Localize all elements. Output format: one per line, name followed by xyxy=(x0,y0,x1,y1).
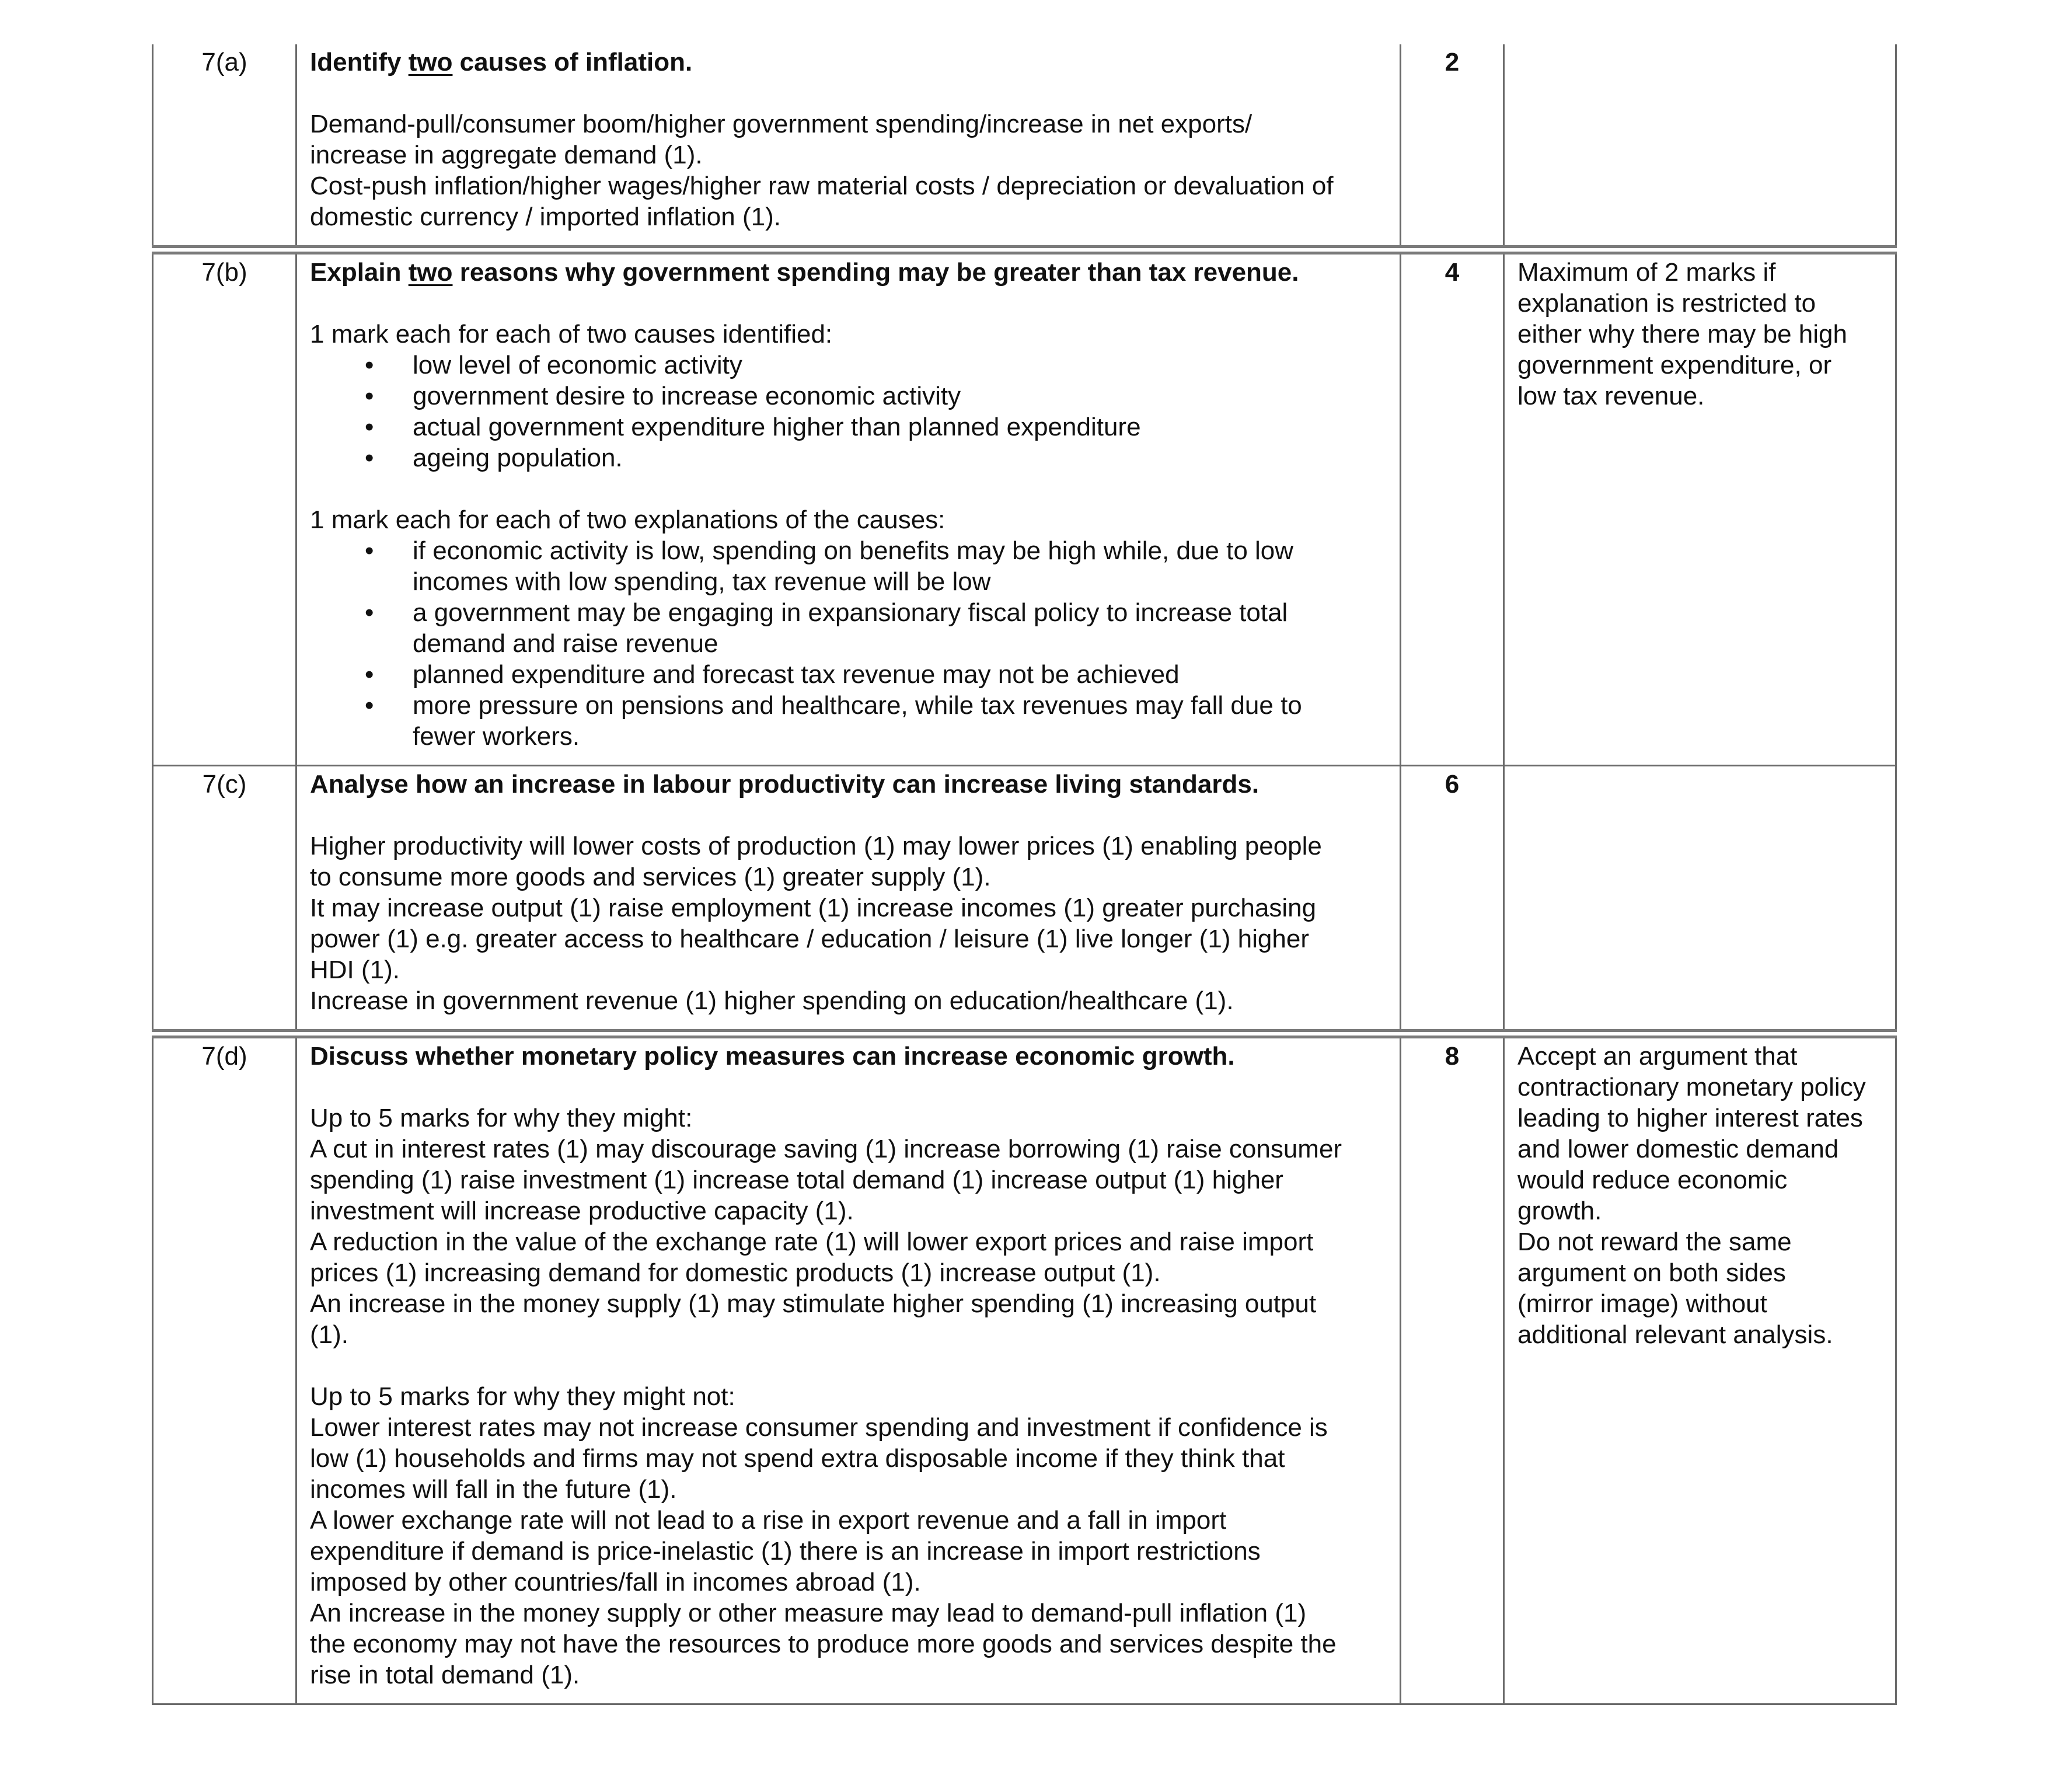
answer-line: increase in aggregate demand (1). xyxy=(310,141,703,169)
guidance-line: argument on both sides xyxy=(1517,1258,1786,1287)
list-item: • a government may be engaging in expansionary fiscal policy to increase total demand and raise revenue xyxy=(365,598,1288,658)
answer-line: the economy may not have the resources to produce more goods and services despite the xyxy=(310,1630,1337,1658)
bullet-icon: • xyxy=(365,691,374,720)
answer-line: A lower exchange rate will not lead to a rise in export revenue and a fall in import xyxy=(310,1506,1227,1535)
bullet-icon: • xyxy=(365,536,374,565)
answer-line: expenditure if demand is price-inelastic (1) there is an increase in import restrictions xyxy=(310,1537,1261,1566)
guidance-line: government expenditure, or xyxy=(1517,351,1832,379)
question-text: Analyse how an increase in labour productivity can increase living standards. xyxy=(310,770,1259,799)
guidance-line: low tax revenue. xyxy=(1517,382,1705,410)
guidance-line: would reduce economic xyxy=(1517,1166,1788,1194)
guidance-cell xyxy=(1504,44,1896,250)
answer-line: Cost-push inflation/higher wages/higher raw material costs / depreciation or devaluation of xyxy=(310,172,1334,200)
explanations-list xyxy=(310,535,1388,752)
list-item: • actual government expenditure higher than planned expenditure xyxy=(365,413,1141,441)
list-item: • ageing population. xyxy=(365,444,623,472)
bullet-icon: • xyxy=(365,598,374,627)
guidance-line: additional relevant analysis. xyxy=(1517,1320,1833,1349)
answer-line: power (1) e.g. greater access to healthcare / education / leisure (1) live longer (1) higher xyxy=(310,925,1309,953)
guidance-line: and lower domestic demand xyxy=(1517,1135,1839,1163)
marks-value: 6 xyxy=(1401,766,1504,1034)
answer-intro: 1 mark each for each of two causes identified: xyxy=(310,320,833,348)
guidance-line: either why there may be high xyxy=(1517,320,1847,348)
answer-line: investment will increase productive capacity (1). xyxy=(310,1197,854,1225)
bullet-icon: • xyxy=(365,413,374,441)
answer-cell xyxy=(296,1034,1401,1704)
table-row-7c xyxy=(153,766,1896,1034)
answer-cell xyxy=(296,766,1401,1034)
list-item: • if economic activity is low, spending on benefits may be high while, due to low incomes with low spending, tax revenue will be low xyxy=(365,536,1294,596)
question-text: Identify two causes of inflation. xyxy=(310,48,693,76)
answer-line: incomes will fall in the future (1). xyxy=(310,1475,677,1504)
answer-line: Demand-pull/consumer boom/higher government spending/increase in net exports/ xyxy=(310,110,1252,138)
marks-value: 8 xyxy=(1401,1034,1504,1704)
table-row-7b xyxy=(153,250,1896,766)
guidance-line: leading to higher interest rates xyxy=(1517,1104,1863,1132)
list-item: • low level of economic activity xyxy=(365,351,742,379)
question-number: 7(d) xyxy=(153,1034,296,1704)
marks-value: 4 xyxy=(1401,250,1504,766)
answer-intro: 1 mark each for each of two explanations of the causes: xyxy=(310,505,946,534)
guidance-cell xyxy=(1504,250,1896,766)
question-number: 7(c) xyxy=(153,766,296,1034)
answer-line: to consume more goods and services (1) greater supply (1). xyxy=(310,863,991,891)
question-text: Discuss whether monetary policy measures can increase economic growth. xyxy=(310,1042,1235,1071)
answer-line: An increase in the money supply (1) may stimulate higher spending (1) increasing output xyxy=(310,1289,1317,1318)
guidance-line: contractionary monetary policy xyxy=(1517,1073,1866,1101)
answer-line: Up to 5 marks for why they might not: xyxy=(310,1382,735,1411)
table-row-7a xyxy=(153,44,1896,250)
marks-value: 2 xyxy=(1401,44,1504,250)
answer-line: (1). xyxy=(310,1320,348,1349)
question-number: 7(a) xyxy=(153,44,296,250)
answer-line: Lower interest rates may not increase consumer spending and investment if confidence is xyxy=(310,1413,1328,1442)
guidance-line: (mirror image) without xyxy=(1517,1289,1767,1318)
question-number: 7(b) xyxy=(153,250,296,766)
list-item: • more pressure on pensions and healthcare, while tax revenues may fall due to fewer workers. xyxy=(365,691,1302,751)
causes-list xyxy=(310,350,1388,473)
answer-line: rise in total demand (1). xyxy=(310,1661,580,1689)
answer-line: A cut in interest rates (1) may discourage saving (1) increase borrowing (1) raise consumer xyxy=(310,1135,1342,1163)
answer-line: HDI (1). xyxy=(310,956,400,984)
guidance-line: Accept an argument that xyxy=(1517,1042,1798,1071)
guidance-line: explanation is restricted to xyxy=(1517,289,1816,318)
list-item: • government desire to increase economic activity xyxy=(365,382,961,410)
answer-cell xyxy=(296,250,1401,766)
bullet-icon: • xyxy=(365,660,374,689)
answer-line: domestic currency / imported inflation (1). xyxy=(310,203,781,231)
answer-line: Higher productivity will lower costs of production (1) may lower prices (1) enabling people xyxy=(310,832,1322,860)
guidance-cell xyxy=(1504,1034,1896,1704)
answer-line: It may increase output (1) raise employment (1) increase incomes (1) greater purchasing xyxy=(310,894,1317,922)
bullet-icon: • xyxy=(365,351,374,379)
mark-scheme-table xyxy=(152,44,1897,1705)
answer-line: An increase in the money supply or other measure may lead to demand-pull inflation (1) xyxy=(310,1599,1307,1627)
answer-cell xyxy=(296,44,1401,250)
list-item: • planned expenditure and forecast tax revenue may not be achieved xyxy=(365,660,1180,689)
answer-line: low (1) households and firms may not spend extra disposable income if they think that xyxy=(310,1444,1285,1473)
question-text: Explain two reasons why government spending may be greater than tax revenue. xyxy=(310,258,1299,287)
guidance-line: Do not reward the same xyxy=(1517,1228,1792,1256)
answer-line: imposed by other countries/fall in incomes abroad (1). xyxy=(310,1568,921,1596)
answer-line: spending (1) raise investment (1) increase total demand (1) increase output (1) higher xyxy=(310,1166,1283,1194)
answer-line: Increase in government revenue (1) higher spending on education/healthcare (1). xyxy=(310,986,1234,1015)
bullet-icon: • xyxy=(365,382,374,410)
guidance-line: Maximum of 2 marks if xyxy=(1517,258,1776,287)
bullet-icon: • xyxy=(365,444,374,472)
table-row-7d xyxy=(153,1034,1896,1704)
answer-line: Up to 5 marks for why they might: xyxy=(310,1104,693,1132)
answer-line: A reduction in the value of the exchange rate (1) will lower export prices and raise import xyxy=(310,1228,1314,1256)
guidance-line: growth. xyxy=(1517,1197,1602,1225)
guidance-cell xyxy=(1504,766,1896,1034)
answer-line: prices (1) increasing demand for domestic products (1) increase output (1). xyxy=(310,1258,1161,1287)
